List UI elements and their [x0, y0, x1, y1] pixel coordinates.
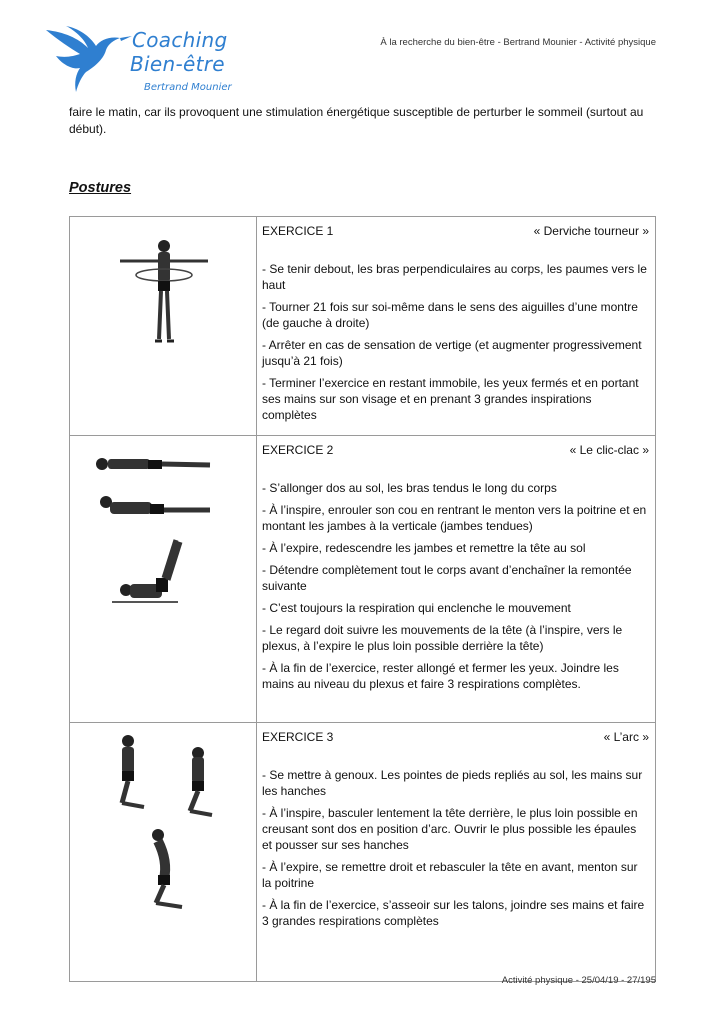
exercise-text [257, 217, 656, 436]
exercise-text [257, 436, 656, 723]
exercise-illustration [70, 436, 257, 723]
logo [44, 24, 244, 104]
instruction-item: - À l’inspire, enrouler son cou en rentrant le menton vers la poitrine et en montant les jambes à la verticale (jambes tendues) [262, 503, 647, 533]
instruction-item: - À l’inspire, basculer lentement la tête derrière, le plus loin possible en creusant sont dos en position d’arc. Ouvrir le plus possible les épaules et pousser sur ses hanches [262, 806, 638, 852]
instruction-item: - S’allonger dos au sol, les bras tendus le long du corps [262, 481, 557, 495]
exercise-illustration [70, 217, 257, 436]
lying-figures-illustration [92, 444, 242, 614]
instruction-item: - C’est toujours la respiration qui enclenche le mouvement [262, 601, 571, 615]
instruction-item: - Se tenir debout, les bras perpendiculaires au corps, les paumes vers le haut [262, 262, 647, 292]
section-title: Postures [69, 180, 132, 196]
intro-paragraph: faire le matin, car ils provoquent une stimulation énergétique susceptible de perturber le sommeil (surtout au début). [69, 105, 644, 136]
standing-figure-illustration [114, 237, 214, 347]
instruction-item: - À l’expire, redescendre les jambes et remettre la tête au sol [262, 541, 586, 555]
instruction-item: - À l’expire, se remettre droit et rebasculer la tête en avant, menton sur la poitrine [262, 860, 638, 890]
exercise-name: « L’arc » [603, 730, 649, 744]
page-footer: Activité physique - 25/04/19 - 27/195 [501, 975, 656, 986]
exercise-name: « Derviche tourneur » [533, 224, 649, 238]
exercise-table [69, 216, 656, 982]
exercise-label: EXERCICE 3 [262, 730, 334, 744]
logo-author: Bertrand Mounier [144, 82, 232, 93]
exercise-name: « Le clic-clac » [569, 443, 649, 457]
exercise-text [257, 723, 656, 982]
exercise-illustration [70, 723, 257, 982]
exercise-row [70, 723, 656, 982]
instruction-item: - À la fin de l’exercice, s’asseoir sur les talons, joindre ses mains et faire 3 grandes respirations complètes [262, 898, 645, 928]
instruction-item: - Tourner 21 fois sur soi-même dans le sens des aiguilles d’une montre (de gauche à droite) [262, 300, 638, 330]
instruction-item: - Terminer l’exercice en restant immobile, les yeux fermés et en portant ses mains sur son visage et en prenant 3 grandes inspirations complètes [262, 376, 639, 422]
instruction-item: - Se mettre à genoux. Les pointes de pieds repliés au sol, les mains sur les hanches [262, 768, 643, 798]
exercise-row [70, 217, 656, 436]
instruction-item: - Le regard doit suivre les mouvements de la tête (à l’inspire, vers le plexus, à l’expire le plus loin possible derrière la tête) [262, 623, 623, 653]
logo-line-1: Coaching [132, 28, 228, 52]
instruction-item: - Détendre complètement tout le corps avant d’enchaîner la remontée suivante [262, 563, 632, 593]
instruction-item: - Arrêter en cas de sensation de vertige (et augmenter progressivement jusqu’à 21 fois) [262, 338, 642, 368]
logo-line-2: Bien-être [130, 52, 225, 76]
page-header: À la recherche du bien-être - Bertrand Mounier - Activité physique [380, 37, 656, 48]
exercise-label: EXERCICE 2 [262, 443, 334, 457]
hummingbird-icon [44, 24, 134, 94]
exercise-row [70, 436, 656, 723]
instruction-item: - À la fin de l’exercice, rester allongé et fermer les yeux. Joindre les mains au niveau du plexus et faire 3 respirations complètes. [262, 661, 619, 691]
kneeling-figures-illustration [98, 731, 238, 916]
exercise-label: EXERCICE 1 [262, 224, 334, 238]
